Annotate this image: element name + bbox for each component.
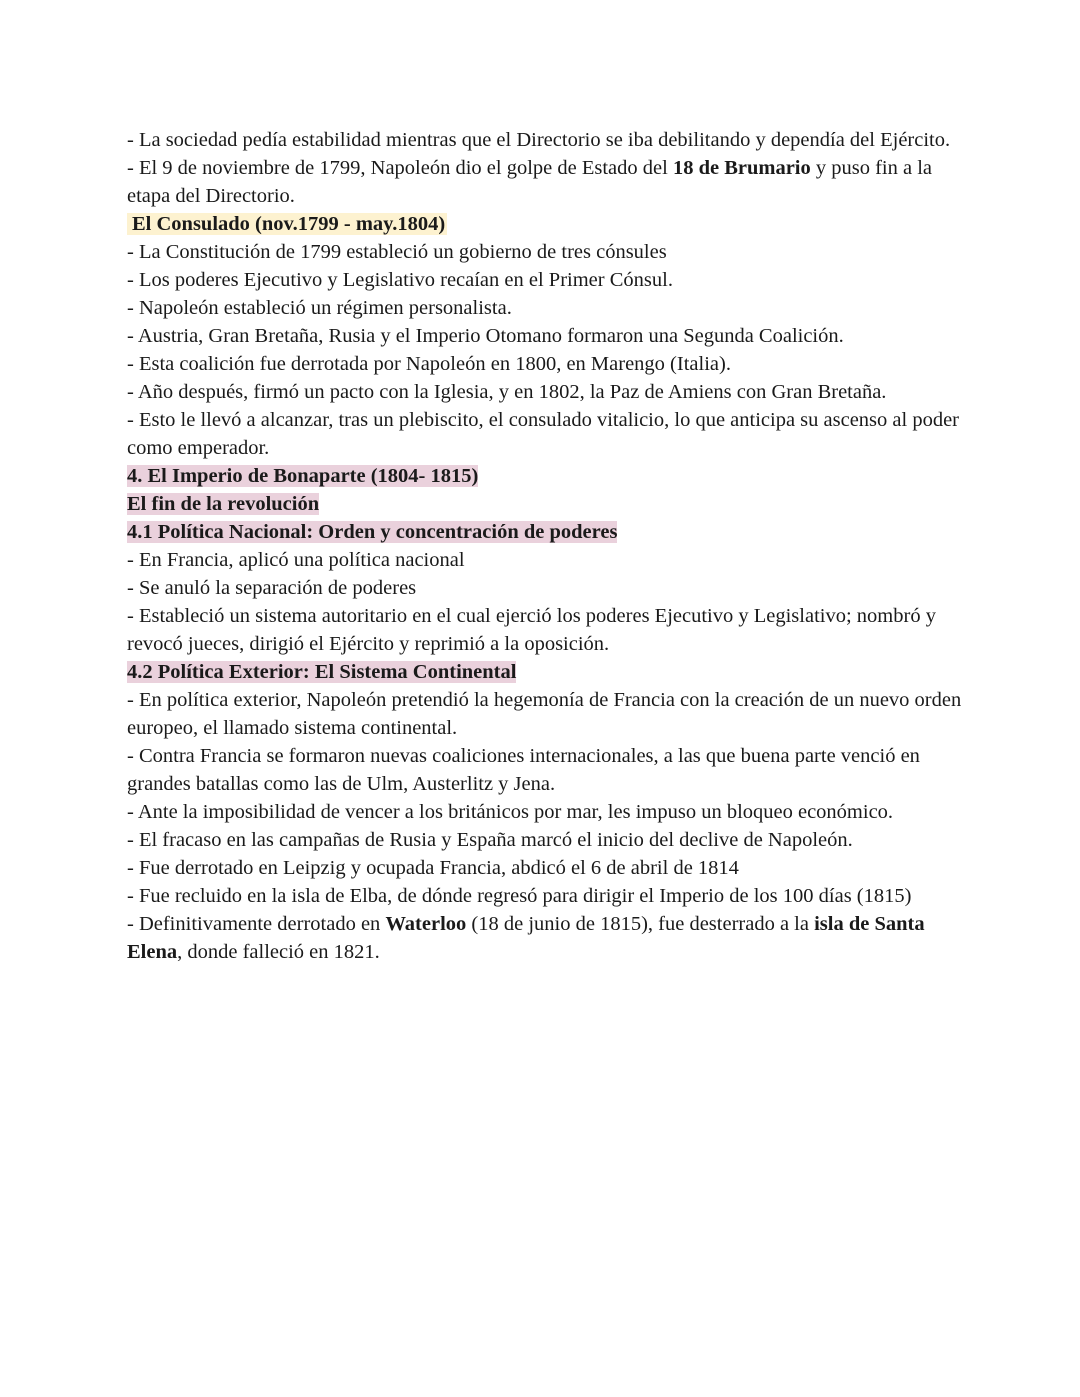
paragraph-line: - Ante la imposibilidad de vencer a los británicos por mar, les impuso un bloqueo económico. [127, 801, 894, 823]
text-run: y puso fin a la etapa del Directorio. [127, 157, 933, 207]
heading-text: 4.1 Política Nacional: Orden y concentración de poderes [127, 521, 618, 543]
section-heading-politica-exterior [127, 658, 967, 686]
paragraph-line: - En Francia, aplicó una política nacional [127, 549, 465, 571]
paragraph-line: - Estableció un sistema autoritario en el cual ejerció los poderes Ejecutivo y Legislativo; nombró y revocó jueces, dirigió el Ejército y reprimió a la oposición. [127, 605, 936, 655]
paragraph-line: - El fracaso en las campañas de Rusia y España marcó el inicio del declive de Napoleón. [127, 829, 853, 851]
paragraph-line: - Año después, firmó un pacto con la Iglesia, y en 1802, la Paz de Amiens con Gran Bretaña. [127, 381, 887, 403]
text-run: (18 de junio de 1815), fue desterrado a la [466, 913, 815, 935]
paragraph-line: - Los poderes Ejecutivo y Legislativo recaían en el Primer Cónsul. [127, 269, 673, 291]
bold-term: Waterloo [385, 913, 467, 935]
bold-term: 18 de Brumario [672, 157, 811, 179]
paragraph-line: - Esto le llevó a alcanzar, tras un plebiscito, el consulado vitalicio, lo que anticipa su ascenso al poder como emperador. [127, 409, 960, 459]
text-run: , donde falleció en 1821. [177, 941, 380, 963]
paragraph-line: - La sociedad pedía estabilidad mientras que el Directorio se iba debilitando y dependía del Ejército. [127, 129, 951, 151]
text-run: - El 9 de noviembre de 1799, Napoleón dio el golpe de Estado del [127, 157, 673, 179]
paragraph-line: - Austria, Gran Bretaña, Rusia y el Imperio Otomano formaron una Segunda Coalición. [127, 325, 844, 347]
heading-text: 4.2 Política Exterior: El Sistema Continental [127, 661, 517, 683]
bold-term: isla de Santa Elena [127, 913, 925, 963]
section-heading-imperio [127, 462, 967, 490]
section-heading-politica-nacional [127, 518, 967, 546]
paragraph-line [127, 910, 967, 966]
text-run: - Definitivamente derrotado en [127, 913, 386, 935]
paragraph-line [127, 154, 967, 210]
section-heading-consulado [127, 210, 967, 238]
paragraph-line: - En política exterior, Napoleón pretendió la hegemonía de Francia con la creación de un nuevo orden europeo, el llamado sistema continental. [127, 689, 962, 739]
paragraph-line: - Contra Francia se formaron nuevas coaliciones internacionales, a las que buena parte venció en grandes batallas como las de Ulm, Austerlitz y Jena. [127, 745, 920, 795]
paragraph-line: - Fue derrotado en Leipzig y ocupada Francia, abdicó el 6 de abril de 1814 [127, 857, 739, 879]
paragraph-line: - Fue recluido en la isla de Elba, de dónde regresó para dirigir el Imperio de los 100 días (1815) [127, 885, 912, 907]
paragraph-line: - Esta coalición fue derrotada por Napoleón en 1800, en Marengo (Italia). [127, 353, 731, 375]
paragraph-line: - Se anuló la separación de poderes [127, 577, 417, 599]
paragraph-line: - La Constitución de 1799 estableció un gobierno de tres cónsules [127, 241, 667, 263]
paragraph-line: - Napoleón estableció un régimen personalista. [127, 297, 512, 319]
heading-text: El Consulado (nov.1799 - may.1804) [127, 213, 447, 235]
heading-text: El fin de la revolución [127, 493, 320, 515]
section-subheading-fin-revolucion [127, 490, 967, 518]
heading-text: 4. El Imperio de Bonaparte (1804- 1815) [127, 465, 479, 487]
document-page [127, 126, 967, 966]
